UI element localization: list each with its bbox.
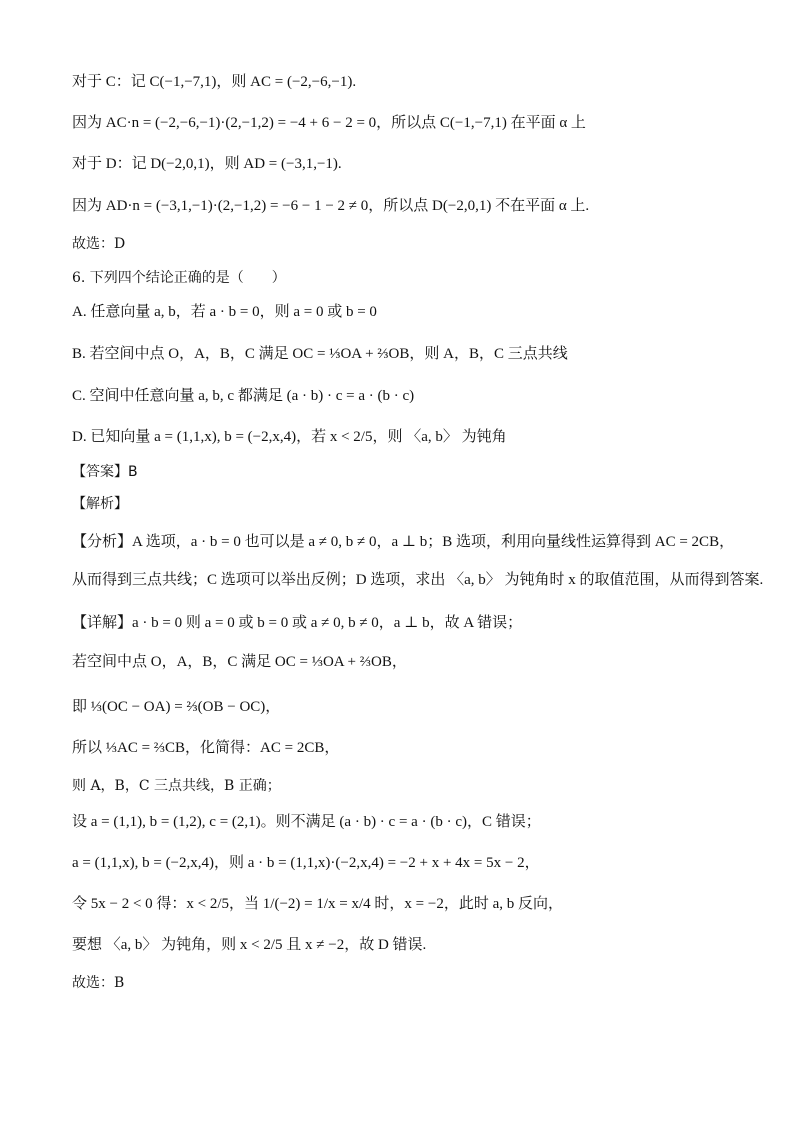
option-a: A. 任意向量 a, b，若 a · b = 0，则 a = 0 或 b = 0 (72, 304, 377, 320)
detail-line-d1: a = (1,1,x), b = (−2,x,4)，则 a · b = (1,1,x)·(−2,x,4) = −2 + x + 4x = 5x − 2， (72, 855, 540, 871)
option-c: C. 空间中任意向量 a, b, c 都满足 (a · b) · c = a · (b · c) (72, 388, 415, 404)
analysis-line-1: 【分析】A 选项，a · b = 0 也可以是 a ≠ 0, b ≠ 0，a ⊥ b；B 选项，利用向量线性运算得到 AC = 2CB， (72, 534, 735, 550)
detail-line-d3: 要想 〈a, b〉 为钝角，则 x < 2/5 且 x ≠ −2，故 D 错误. (72, 937, 427, 953)
detail-line-a: 【详解】a · b = 0 则 a = 0 或 b = 0 或 a ≠ 0, b ≠ 0，a ⊥ b，故 A 错误； (72, 615, 523, 631)
text-line-choose-d: 故选：D (72, 236, 126, 252)
text-line-d-dot-product: 因为 AD·n = (−3,1,−1)·(2,−1,2) = −6 − 1 − 2 ≠ 0，所以点 D(−2,0,1) 不在平面 α 上. (72, 198, 590, 214)
text-line-c-point: 对于 C：记 C(−1,−7,1)，则 AC = (−2,−6,−1). (72, 74, 357, 90)
option-b: B. 若空间中点 O，A，B，C 满足 OC = ⅓OA + ⅔OB，则 A，B，C 三点共线 (72, 346, 568, 362)
text-line-c-dot-product: 因为 AC·n = (−2,−6,−1)·(2,−1,2) = −4 + 6 − 2 = 0，所以点 C(−1,−7,1) 在平面 α 上 (72, 115, 586, 131)
question-6-title: 6. 下列四个结论正确的是（ ） (72, 270, 286, 286)
detail-line-b3: 所以 ⅓AC = ⅔CB，化简得：AC = 2CB， (72, 740, 340, 756)
detail-line-b2: 即 ⅓(OC − OA) = ⅔(OB − OC)， (72, 699, 281, 715)
text-line-d-point: 对于 D：记 D(−2,0,1)，则 AD = (−3,1,−1). (72, 156, 342, 172)
detail-line-d2: 令 5x − 2 < 0 得：x < 2/5，当 1/(−2) = 1/x = x/4 时，x = −2，此时 a, b 反向， (72, 896, 563, 912)
detail-line-c: 设 a = (1,1), b = (1,2), c = (2,1)。则不满足 (a · b) · c = a · (b · c)，C 错误； (72, 814, 541, 830)
final-choice: 故选：B (72, 975, 125, 991)
detail-line-b4: 则 A，B，C 三点共线，B 正确； (72, 778, 281, 794)
analysis-line-2: 从而得到三点共线；C 选项可以举出反例；D 选项，求出 〈a, b〉 为钝角时 x 的取值范围，从而得到答案. (72, 572, 764, 588)
option-d: D. 已知向量 a = (1,1,x), b = (−2,x,4)，若 x < 2/5，则 〈a, b〉 为钝角 (72, 429, 507, 445)
analysis-tag: 【解析】 (72, 496, 128, 512)
detail-line-b1: 若空间中点 O，A，B，C 满足 OC = ⅓OA + ⅔OB， (72, 654, 407, 670)
answer-tag: 【答案】B (72, 464, 138, 480)
